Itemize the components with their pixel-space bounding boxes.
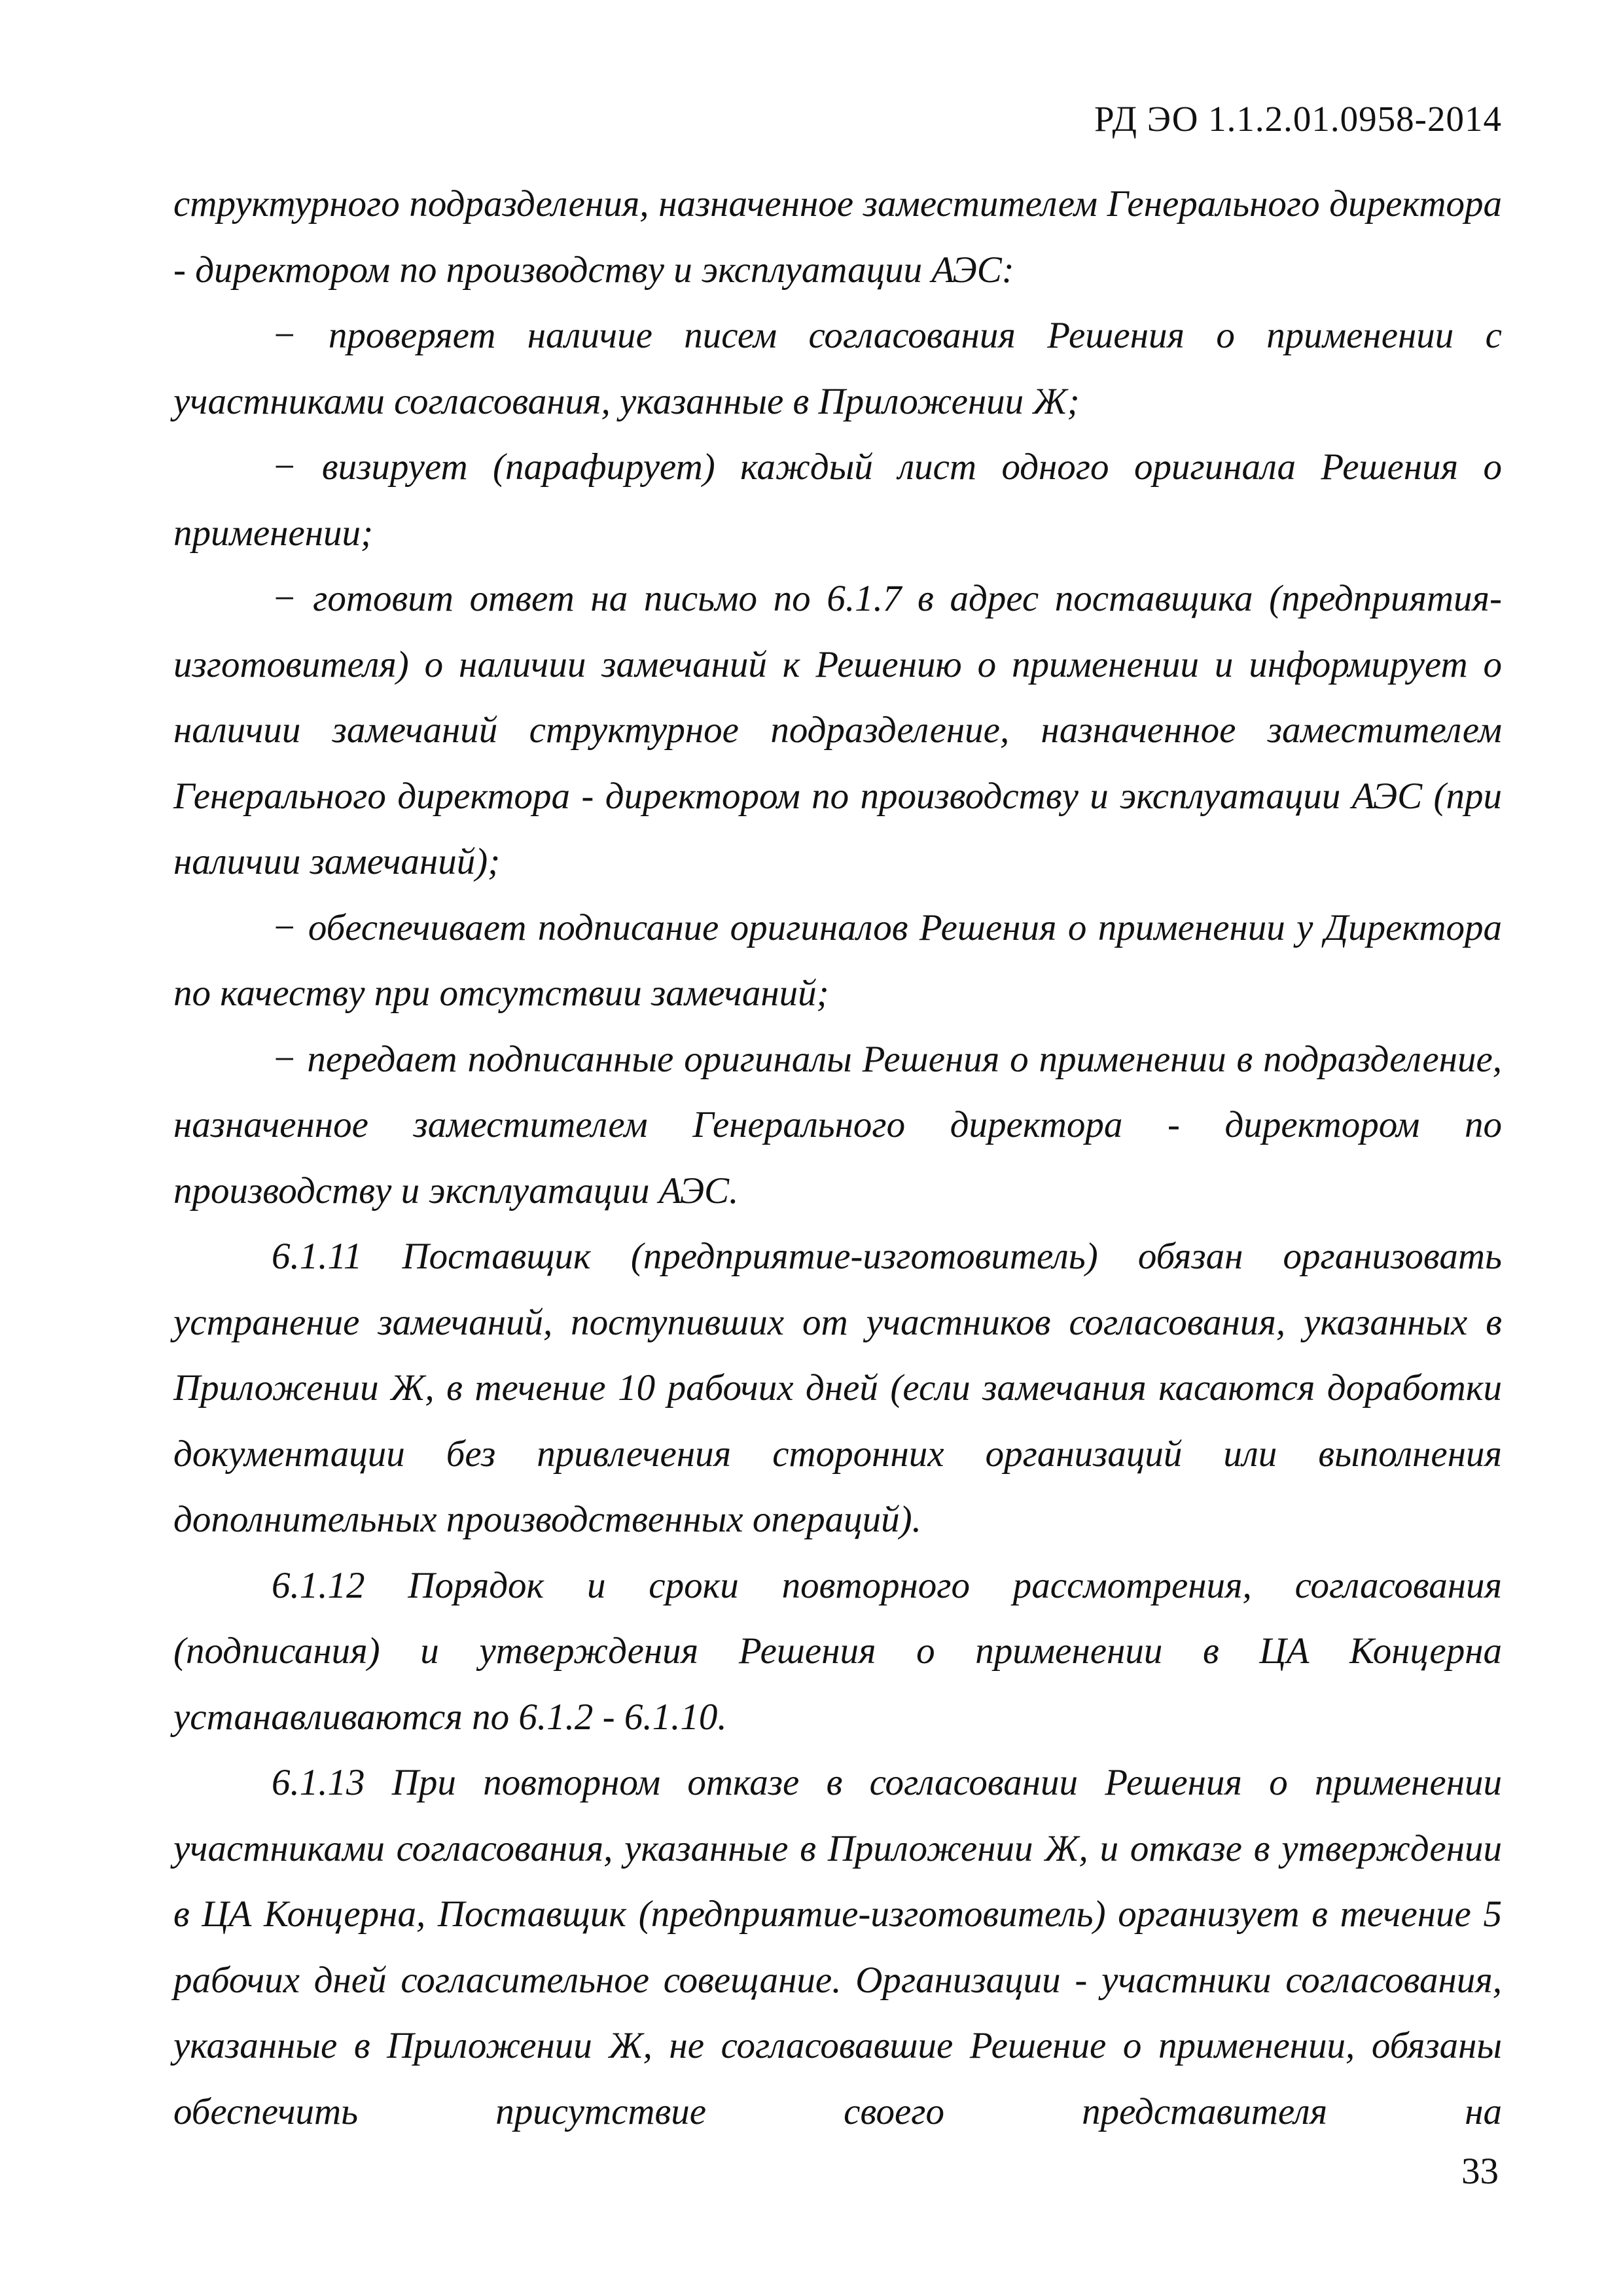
page-number: 33 [1461, 2151, 1499, 2192]
document-body [173, 171, 1502, 2145]
clause-6-1-13: 6.1.13 При повторном отказе в согласовании Решения о применении участниками согласования, указанные в Приложении Ж, и отказе в утверждении в ЦА Концерна, Поставщик (предприятие-изготовитель) организует в течение 5 рабочих дней согласительное совещание. Организации - участники согласования, указанные в Приложении Ж, не согласовавшие Решение о применении, обязаны обеспечить присутствие своего представителя на [173, 1762, 1502, 2132]
list-item-initial-sheets: − визирует (парафирует) каждый лист одного оригинала Решения о применении; [173, 446, 1502, 554]
list-item-check-letters: − проверяет наличие писем согласования Решения о применении с участниками согласования, указанные в Приложении Ж; [173, 315, 1502, 422]
clause-6-1-11: 6.1.11 Поставщик (предприятие-изготовитель) обязан организовать устранение замечаний, поступивших от участников согласования, указанных в Приложении Ж, в течение 10 рабочих дней (если замечания касаются доработки документации без привлечения сторонних организаций или выполнения дополнительных производственных операций). [173, 1236, 1502, 1540]
list-item-ensure-signing: − обеспечивает подписание оригиналов Решения о применении у Директора по качеству при отсутствии замечаний; [173, 906, 1502, 1014]
clause-6-1-12: 6.1.12 Порядок и сроки повторного рассмотрения, согласования (подписания) и утверждения Решения о применении в ЦА Концерна устанавливаются по 6.1.2 - 6.1.10. [173, 1564, 1502, 1738]
list-item-transfer-originals: − передает подписанные оригиналы Решения о применении в подразделение, назначенное заместителем Генерального директора - директором по производству и эксплуатации АЭС. [173, 1038, 1502, 1211]
paragraph-continuation: структурного подразделения, назначенное заместителем Генерального директора - директором по производству и эксплуатации АЭС: [173, 183, 1502, 291]
list-item-prepare-reply: − готовит ответ на письмо по 6.1.7 в адрес поставщика (предприятия-изготовителя) о наличии замечаний к Решению о применении и информирует о наличии замечаний структурное подразделение, назначенное заместителем Генерального директора - директором по производству и эксплуатации АЭС (при наличии замечаний); [173, 578, 1502, 882]
document-code-header: РД ЭО 1.1.2.01.0958-2014 [1094, 99, 1502, 139]
